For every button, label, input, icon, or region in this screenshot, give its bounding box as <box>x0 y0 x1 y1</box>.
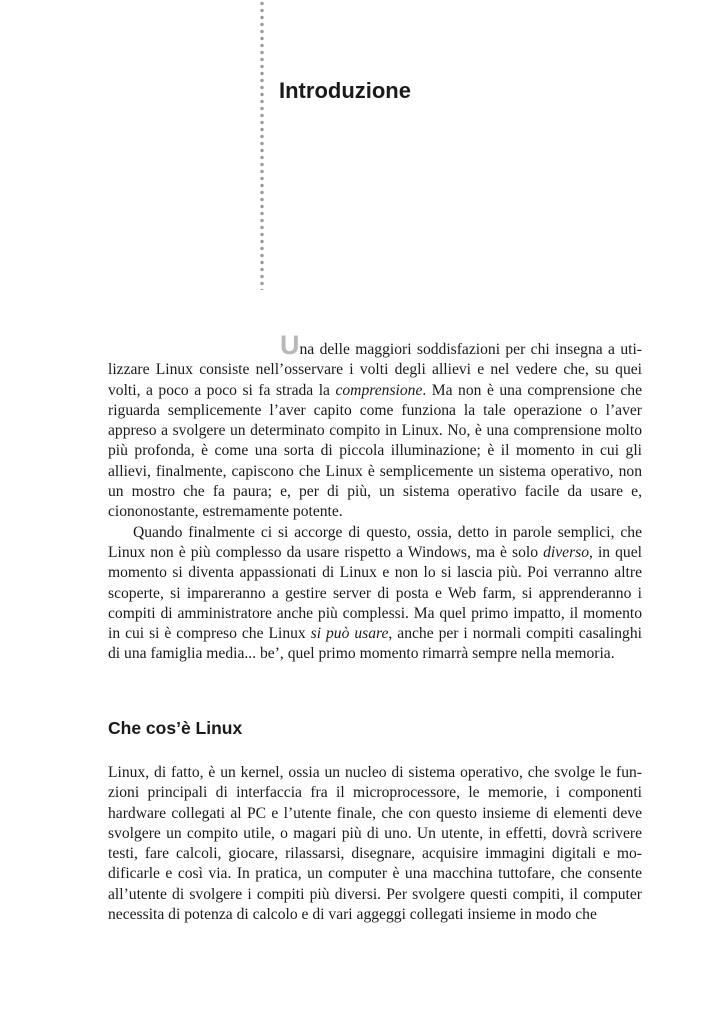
section-body <box>108 763 642 925</box>
intro-p1-emphasis: comprensione <box>335 381 423 399</box>
chapter-title: Introduzione <box>279 78 411 103</box>
drop-cap: U <box>280 330 300 360</box>
intro-paragraph-2 <box>108 523 642 665</box>
dotted-rule <box>259 0 265 290</box>
intro-p2-text-3: , anche per i normali compiti casalinghi di una famiglia media... be’, quel primo momento rimarrà sempre nella memoria. <box>108 625 642 663</box>
section-paragraph: Linux, di fatto, è un kernel, ossia un nucleo di sistema operativo, che svolge le funzioni principali di interfaccia fra il microprocessore, le memorie, i componenti hardware collegati al PC e l’utente finale, che con questo insieme di elementi deve svolgere un compito utile, o magari più di uno. Un utente, in effetti, dovrà scrivere testi, fare calcoli, giocare, rilassarsi, disegnare, acquisire immagini digitali e modificarle e così via. In pratica, un computer è una macchina tuttofare, che consente all’utente di svolgere i compiti più diversi. Per svolgere questi compiti, il computer necessita di potenza di calcolo e di vari aggeggi collegati insieme in modo che <box>108 764 642 924</box>
intro-p2-emphasis-1: diverso <box>543 543 589 561</box>
intro-text <box>108 330 643 665</box>
section-title: Che cos’è Linux <box>108 718 243 738</box>
intro-p1-text-1: na delle maggiori soddisfazioni per chi insegna a utilizzare Linux consiste nell’osservare i volti degli allievi e nel vedere che, su quei volti, a poco a poco si fa strada la <box>108 341 642 399</box>
intro-paragraph-1 <box>108 330 643 523</box>
intro-p1-text-2: . Ma non è una comprensione che riguarda semplicemente l’aver capito come funziona la tale operazione o l’aver appreso a svolgere un determinato compito in Linux. No, è una comprensione molto più profonda, è come una sorta di piccola illuminazione; è il momento in cui gli allievi, finalmente, capiscono che Linux è semplicemente un sistema operativo, non un mostro che fa paura; e, per di più, un sistema operativo facile da usare e, ciononostante, estremamente potente. <box>108 381 643 521</box>
intro-p2-text-1: Quando finalmente ci si accorge di questo, ossia, detto in parole semplici, che Linux non è più complesso da usare rispetto a Windows, ma è solo <box>108 523 642 561</box>
intro-p2-text-2: , in quel momento si diventa appassionati di Linux e non lo si lascia più. Poi verranno altre scoperte, si impareranno a gestire server di posta e Web farm, si apprenderanno i compiti di amministratore anche più complessi. Ma quel primo impatto, il momento in cui si è compreso che Linux <box>108 543 642 643</box>
intro-p2-emphasis-2: si può usare <box>310 625 389 643</box>
